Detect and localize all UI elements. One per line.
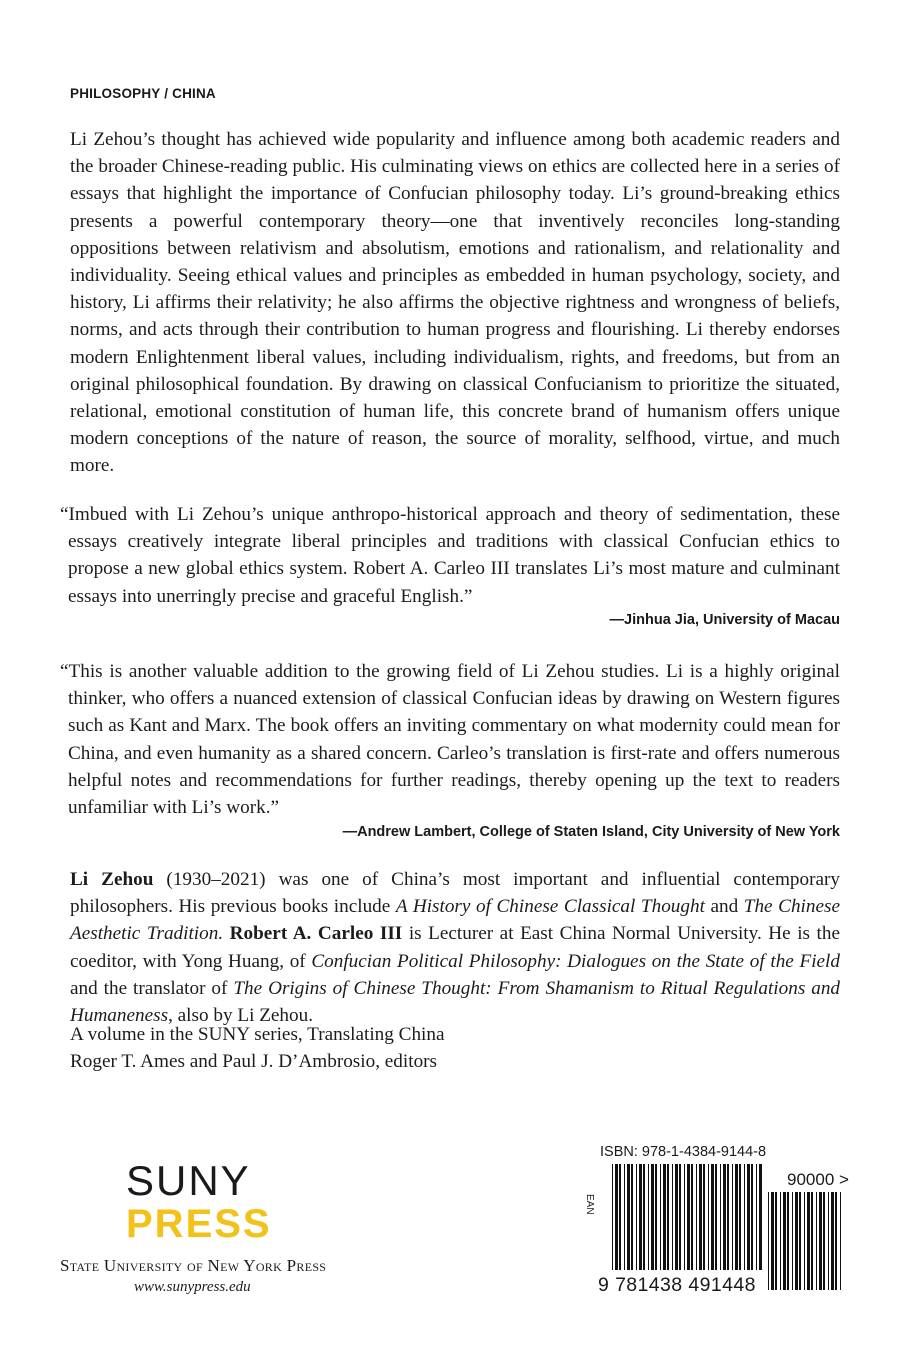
publisher-name: State University of New York Press (60, 1256, 327, 1275)
bio-text: and the translator of (70, 977, 234, 999)
book-title: The Origins of Chinese Thought: From Shamanism to Ritual Regulations and Humaneness (70, 977, 841, 1027)
quote-text: “Imbued with Li Zehou’s unique anthropo-historical approach and theory of sedimentation, these essays creatively integrate liberal principles and traditions with classical Confucian ethics to propose a new global ethics system. Robert A. Carleo III translates Li’s most mature and culminant essays into unerringly precise and graceful English.” (60, 504, 840, 607)
logo-suny: SUNY (126, 1157, 251, 1204)
bio-text: is Lecturer at East China Normal University. He is the coeditor, with Yong Huang, of (70, 923, 840, 972)
book-description: Li Zehou’s thought has achieved wide popularity and influence among both academic readers and the broader Chinese-reading public. His culminating views on ethics are collected here in a series of essays that highlight the importance of Confucian philosophy today. Li’s ground-breaking ethics presents a powerful contemporary theory—one that inventively reconciles long-standing oppositions between relativism and absolutism, emotions and rationalism, and relationality and individuality. Seeing ethical values and principles as embedded in human psychology, society, and history, Li affirms their relativity; he also affirms the objective rightness and wrongness of beliefs, norms, and acts through their contribution to human progress and flourishing. Li thereby endorses modern Enlightenment liberal values, including individualism, rights, and freedoms, but from an original philosophical foundation. By drawing on classical Confucianism to prioritize the situated, relational, emotional constitution of human life, this concrete brand of humanism offers unique modern conceptions of the nature of reason, the source of morality, selfhood, virtue, and much more. (70, 129, 840, 477)
series-note (70, 1021, 840, 1075)
endorsement-quote-1 (58, 501, 840, 610)
suny-press-logo (60, 1157, 350, 1296)
quote-text: “This is another valuable addition to the growing field of Li Zehou studies. Li is a highly original thinker, who offers a nuanced extension of classical Confucian ideas by drawing on Western figures such as Kant and Marx. The book offers an inviting commentary on what modernity could mean for China, and even humanity as a shared concern. Carleo’s translation is first-rate and offers numerous helpful notes and recommendations for further readings, thereby opening up the text to readers unfamiliar with Li’s work.” (60, 661, 840, 819)
quote-attribution-1: —Jinhua Jia, University of Macau (609, 612, 840, 628)
barcode-block (584, 1138, 862, 1298)
logo-press: PRESS (126, 1202, 272, 1246)
quote-attribution-2: —Andrew Lambert, College of Staten Island, City University of New York (342, 824, 840, 840)
series-line: A volume in the SUNY series, Translating China (70, 1024, 445, 1045)
endorsement-quote-2 (58, 658, 840, 821)
isbn-label: ISBN: 978-1-4384-9144-8 (600, 1144, 767, 1160)
book-title: The Chinese Aesthetic Tradition. (70, 896, 840, 945)
book-title: Confucian Political Philosophy: Dialogues on the State of the Field (311, 950, 840, 972)
bio-text: and (704, 896, 744, 918)
category-label: PHILOSOPHY / CHINA (70, 86, 216, 101)
author-name: Li Zehou (70, 869, 154, 890)
author-bio (70, 866, 840, 1029)
barcode-digits: 9 781438 491448 (598, 1274, 756, 1296)
bio-text: , also by Li Zehou. (168, 1005, 314, 1027)
bio-text: (1930–2021) was one of China’s most important and influential contemporary philosophers. His previous books include (70, 869, 840, 918)
price-code: 90000 > (787, 1170, 849, 1189)
translator-name: Robert A. Carleo III (229, 923, 403, 945)
series-editors: Roger T. Ames and Paul J. D’Ambrosio, editors (70, 1051, 438, 1073)
ean-label: EAN (584, 1194, 595, 1215)
publisher-url: www.sunypress.edu (134, 1279, 251, 1295)
book-title: A History of Chinese Classical Thought (395, 896, 705, 918)
